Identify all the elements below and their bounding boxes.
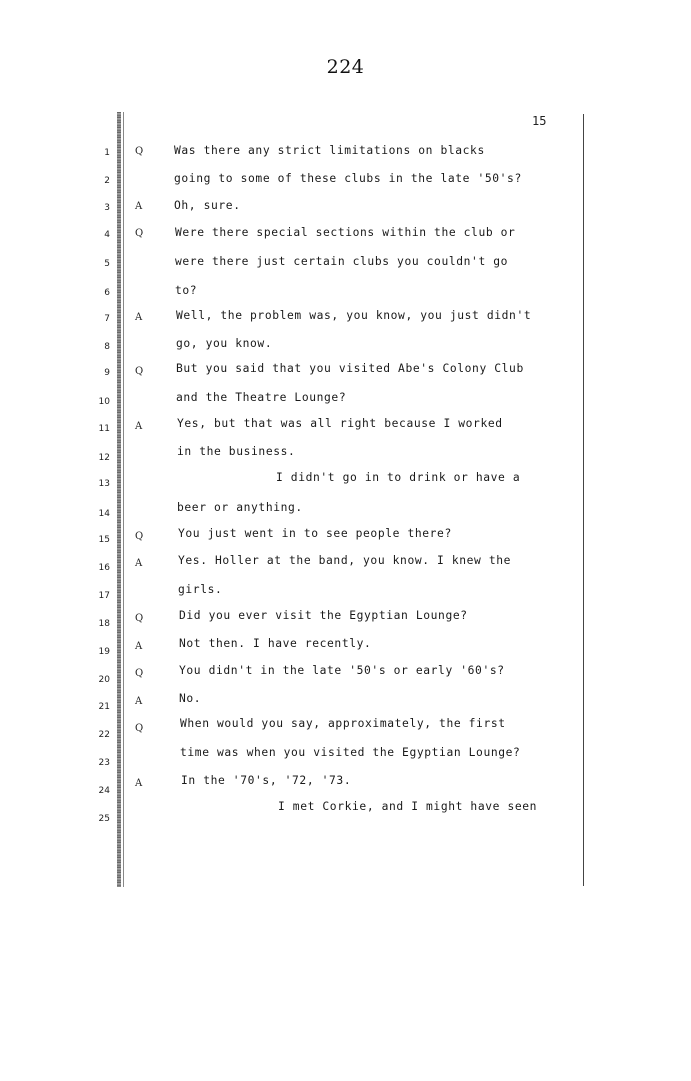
speaker-label: A [135,312,143,323]
speaker-label: Q [135,228,144,239]
line-text: Not then. I have recently. [179,637,372,650]
line-number: 20 [98,675,110,685]
transcript-line-3 [0,198,691,218]
line-text: Did you ever visit the Egyptian Lounge? [179,609,468,622]
transcript-line-25 [0,799,691,824]
transcript-line-1 [0,143,691,163]
line-number: 7 [104,314,110,324]
line-number: 18 [98,619,110,629]
line-number: 4 [104,230,110,240]
transcript-line-13 [0,470,691,490]
line-number: 13 [98,479,110,489]
transcript-line-4 [0,225,691,245]
line-number: 3 [104,203,110,213]
line-number: 17 [98,591,110,601]
line-number: 15 [98,535,110,545]
transcript-line-14 [0,500,691,520]
transcript-line-8 [0,336,691,356]
line-number: 6 [104,288,110,298]
line-text: girls. [178,583,223,596]
speaker-label: Q [135,146,144,157]
speaker-label: A [135,558,143,569]
transcript-line-9 [0,362,691,382]
line-text: Well, the problem was, you know, you just didn't [176,309,532,322]
transcript-line-22 [0,717,691,740]
transcript-line-21 [0,691,691,711]
speaker-label: Q [135,366,144,377]
line-number: 16 [98,563,110,573]
line-text: But you said that you visited Abe's Colony Club [176,362,524,375]
transcript-line-16 [0,553,691,573]
transcript-line-11 [0,416,691,436]
transcript-line-12 [0,445,691,465]
line-text: You just went in to see people there? [178,527,452,540]
transcript-line-19 [0,636,691,656]
line-text: Yes, but that was all right because I worked [177,417,503,430]
transcript-line-6 [0,283,691,303]
line-number: 19 [98,647,110,657]
line-number: 24 [98,786,110,796]
line-text: time was when you visited the Egyptian Lounge? [180,746,521,759]
speaker-label: Q [135,723,144,734]
speaker-label: Q [135,613,144,624]
line-number: 9 [104,368,110,378]
line-text: When would you say, approximately, the first [180,717,506,730]
line-number: 25 [98,814,110,824]
line-text: I met Corkie, and I might have seen [278,800,538,813]
transcript-page-number: 15 [532,114,547,128]
transcript-line-17 [0,583,691,603]
line-text: in the business. [177,445,296,458]
line-number: 12 [98,453,110,463]
line-number: 10 [98,397,110,407]
line-number: 23 [98,758,110,768]
line-text: Was there any strict limitations on blacks [174,144,485,157]
page-number: 224 [326,56,365,78]
line-text: and the Theatre Lounge? [176,391,347,404]
speaker-label: Q [135,531,144,542]
transcript-line-7 [0,308,691,328]
speaker-label: A [135,421,143,432]
transcript-line-10 [0,390,691,410]
line-text: Were there special sections within the club or [175,226,516,239]
speaker-label: A [135,778,143,789]
line-text: were there just certain clubs you couldn't go [175,255,509,268]
speaker-label: A [135,641,143,652]
line-text: No. [179,692,202,705]
line-text: You didn't in the late '50's or early '60's? [179,664,505,677]
transcript-line-18 [0,608,691,628]
speaker-label: A [135,696,143,707]
transcript-line-20 [0,663,691,683]
line-number: 21 [98,702,110,712]
line-text: to? [175,284,198,297]
speaker-label: A [135,201,143,212]
speaker-label: Q [135,668,144,679]
transcript-line-24 [0,773,691,796]
line-text: In the '70's, '72, '73. [181,774,352,787]
line-number: 5 [104,259,110,269]
line-number: 1 [104,148,110,158]
line-text: Oh, sure. [174,199,241,212]
line-text: Yes. Holler at the band, you know. I knew the [178,554,512,567]
line-number: 14 [98,509,110,519]
line-number: 22 [98,730,110,740]
line-number: 2 [104,176,110,186]
line-text: going to some of these clubs in the late '50's? [174,172,522,185]
transcript-line-2 [0,171,691,191]
line-text: beer or anything. [177,501,303,514]
transcript-line-15 [0,526,691,546]
line-number: 8 [104,342,110,352]
transcript-line-23 [0,745,691,768]
transcript-line-5 [0,254,691,274]
line-number: 11 [98,424,110,434]
line-text: I didn't go in to drink or have a [276,471,521,484]
line-text: go, you know. [176,337,273,350]
